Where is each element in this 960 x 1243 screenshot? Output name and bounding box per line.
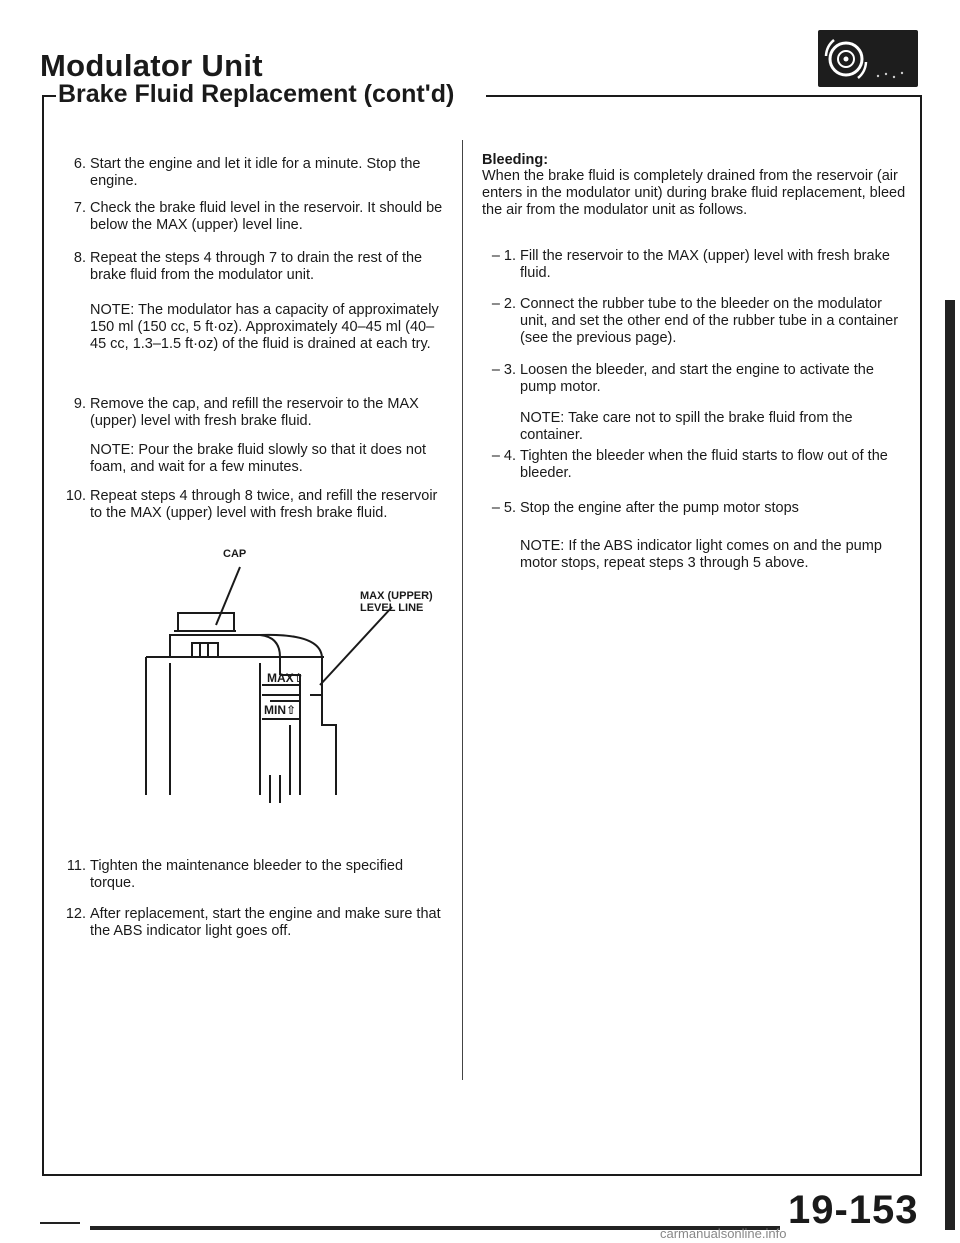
section-title: Brake Fluid Replacement (cont'd) [58,80,455,108]
cap-label: CAP [223,548,247,560]
note-pour-slowly: NOTE: Pour the brake fluid slowly so that it does not foam, and wait for a few minutes. [90,442,427,475]
step-8 [73,250,450,284]
max-level-line-label: MAX (UPPER) LEVEL LINE [360,590,433,614]
step-text: Remove the cap, and refill the reservoir to the MAX (upper) level with fresh brake fluid. [90,396,419,429]
page-number: 19-153 [788,1188,919,1232]
step-number: 10. [65,488,86,504]
step-text: Connect the rubber tube to the bleeder on the modulator unit, and set the other end of the rubber tube in a container (see the previous page). [520,296,899,346]
watermark: carmanualsonline.info [660,1226,787,1241]
step-number: – 4. [491,448,516,464]
bleeding-step-2 [491,296,907,347]
binding-edge [945,300,955,1230]
step-text: Loosen the bleeder, and start the engine to activate the pump motor. [520,362,874,395]
abs-section-icon [818,30,918,87]
section-rule [42,95,56,97]
frame-border-right [920,95,922,1176]
column-divider [462,140,463,1080]
bleeding-step-1 [491,248,907,282]
step-number: – 2. [491,296,516,312]
max-mark: MAX⇧ [267,671,304,685]
step-number: – 5. [491,500,516,516]
step-6 [73,156,450,190]
step-number: 12. [65,906,86,922]
step-7 [73,200,450,234]
step-text: Tighten the maintenance bleeder to the specified torque. [90,858,404,891]
step-number: 11. [66,858,86,874]
page-title: Modulator Unit [40,48,263,83]
step-text: Start the engine and let it idle for a minute. Stop the engine. [90,156,421,189]
step-11 [66,858,450,892]
step-number: 6. [73,156,86,172]
step-text: Repeat the steps 4 through 7 to drain the rest of the brake fluid from the modulator unit. [90,250,423,283]
step-12 [65,906,450,940]
step-9 [73,396,450,430]
frame-border-left [42,95,44,1175]
min-mark: MIN⇧ [264,703,297,717]
step-number: 7. [73,200,86,216]
bleeding-step-3 [491,362,907,396]
step-text: Tighten the bleeder when the fluid starts to flow out of the bleeder. [520,448,888,481]
bleeding-heading: Bleeding: [482,152,549,168]
bleeding-intro: When the brake fluid is completely drained from the reservoir (air enters in the modulator unit) during brake fluid replacement, bleed the air from the modulator unit as follows. [482,168,906,218]
step-number: 9. [73,396,86,412]
step-10 [65,488,450,522]
section-rule [486,95,920,97]
step-text: Fill the reservoir to the MAX (upper) level with fresh brake fluid. [520,248,890,281]
bleeding-step-4 [491,448,907,482]
step-number: – 1. [491,248,516,264]
step-text: Stop the engine after the pump motor stops [520,500,799,516]
note-spill: NOTE: Take care not to spill the brake fluid from the container. [520,410,853,443]
step-text: Repeat steps 4 through 8 twice, and refill the reservoir to the MAX (upper) level with fresh brake fluid. [90,488,438,521]
step-number: – 3. [491,362,516,378]
bleeding-step-5 [491,500,907,517]
footer-rule [40,1222,80,1224]
reservoir-figure [140,545,450,810]
frame-border-bottom [42,1174,922,1176]
note-capacity: NOTE: The modulator has a capacity of approximately 150 ml (150 cc, 5 ft·oz). Approximately 40–45 ml (40–45 cc, 1.3–1.5 ft·oz) of the fluid is drained at each try. [90,302,439,352]
step-text: Check the brake fluid level in the reservoir. It should be below the MAX (upper) level line. [90,200,443,233]
step-number: 8. [73,250,86,266]
step-text: After replacement, start the engine and make sure that the ABS indicator light goes off. [90,906,441,939]
note-abs-light: NOTE: If the ABS indicator light comes on and the pump motor stops, repeat steps 3 through 5 above. [520,538,882,571]
